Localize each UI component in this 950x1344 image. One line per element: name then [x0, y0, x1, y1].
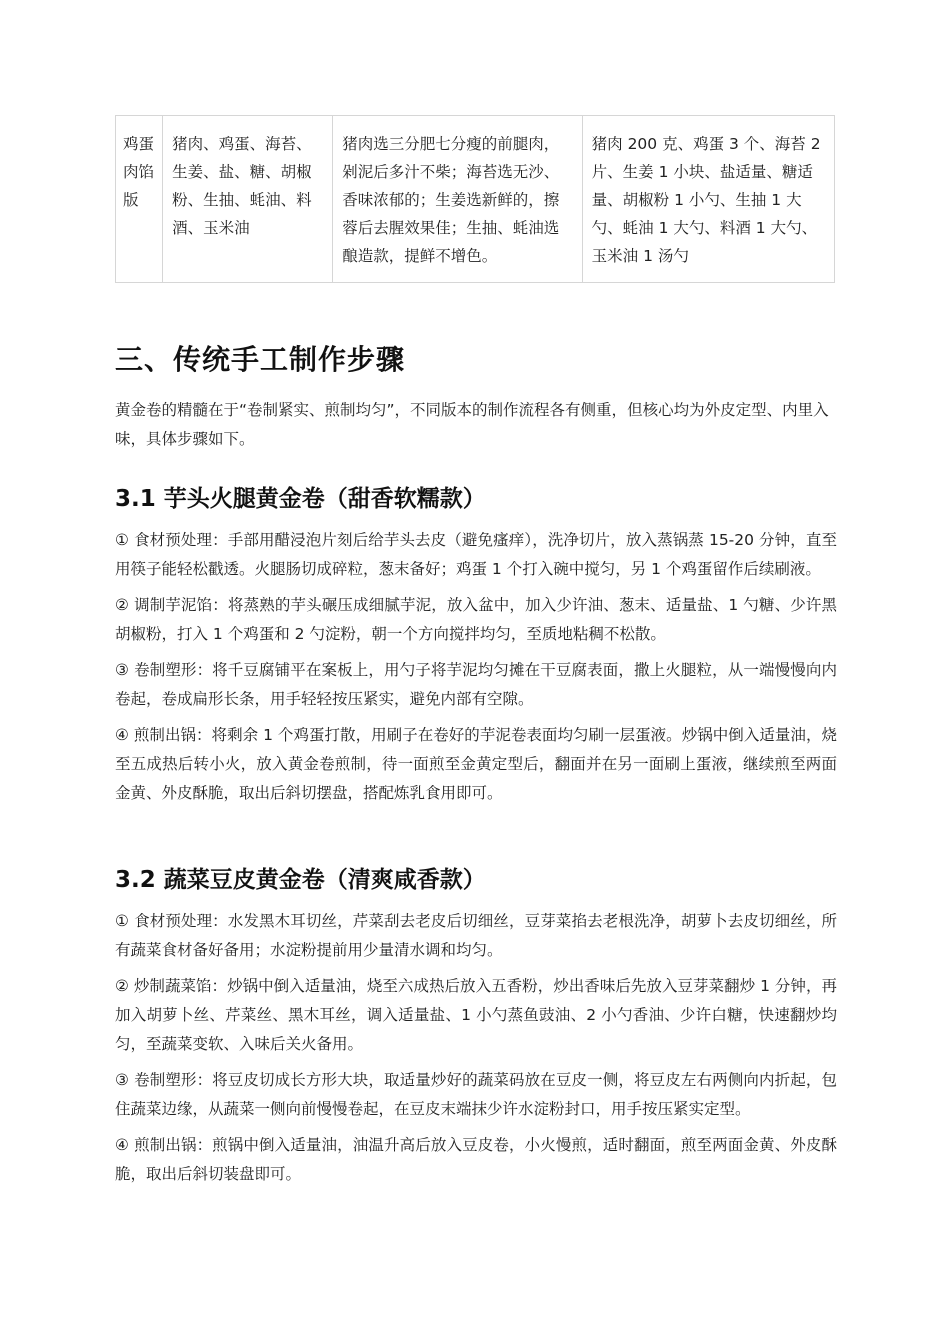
table-cell-tips: 猪肉选三分肥七分瘦的前腿肉，剁泥后多汁不柴；海苔选无沙、香味浓郁的；生姜选新鲜的，擦蓉后去腥效果佳；生抽、蚝油选酿造款，提鲜不增色。: [333, 116, 582, 283]
step-item: ④ 煎制出锅：将剩余 1 个鸡蛋打散，用刷子在卷好的芋泥卷表面均匀刷一层蛋液。炒锅中倒入适量油，烧至五成热后转小火，放入黄金卷煎制，待一面煎至金黄定型后，翻面并在另一面刷上蛋液，继续煎至两面金黄、外皮酥脆，取出后斜切摆盘，搭配炼乳食用即可。: [115, 726, 837, 802]
version-name: 鸡蛋肉馅版: [123, 135, 155, 209]
subsection-title-3-2: 3.2 蔬菜豆皮黄金卷（清爽咸香款）: [115, 867, 486, 893]
step-item: ③ 卷制塑形：将千豆腐铺平在案板上，用勺子将芋泥均匀摊在干豆腐表面，撒上火腿粒，从一端慢慢向内卷起，卷成扁形长条，用手轻轻按压紧实，避免内部有空隙。: [115, 661, 837, 708]
ingredients-table: [115, 115, 835, 283]
step-item: ③ 卷制塑形：将豆皮切成长方形大块，取适量炒好的蔬菜码放在豆皮一侧，将豆皮左右两侧向内折起，包住蔬菜边缘，从蔬菜一侧向前慢慢卷起，在豆皮末端抹少许水淀粉封口，用手按压紧实定型。: [115, 1071, 837, 1118]
step-item: ① 食材预处理：水发黑木耳切丝，芹菜刮去老皮后切细丝，豆芽菜掐去老根洗净，胡萝卜去皮切细丝，所有蔬菜食材备好备用；水淀粉提前用少量清水调和均匀。: [115, 912, 837, 959]
table-cell-version-name: [116, 116, 163, 283]
table-row: [116, 116, 835, 283]
section-title: 三、传统手工制作步骤: [115, 343, 406, 376]
steps-3-1: [115, 526, 837, 815]
section-intro: 黄金卷的精髓在于“卷制紧实、煎制均匀”，不同版本的制作流程各有侧重，但核心均为外皮定型、内里入味，具体步骤如下。: [115, 401, 829, 448]
steps-3-2: [115, 907, 837, 1196]
step-item: ④ 煎制出锅：煎锅中倒入适量油，油温升高后放入豆皮卷，小火慢煎，适时翻面，煎至两面金黄、外皮酥脆，取出后斜切装盘即可。: [115, 1136, 837, 1183]
table-cell-ingredients: 猪肉、鸡蛋、海苔、生姜、盐、糖、胡椒粉、生抽、蚝油、料酒、玉米油: [163, 116, 333, 283]
subsection-title-3-1: 3.1 芋头火腿黄金卷（甜香软糯款）: [115, 486, 486, 512]
step-item: ② 炒制蔬菜馅：炒锅中倒入适量油，烧至六成热后放入五香粉，炒出香味后先放入豆芽菜翻炒 1 分钟，再加入胡萝卜丝、芹菜丝、黑木耳丝，调入适量盐、1 小勺蒸鱼豉油、2 小勺香油、少许白糖，快速翻炒均匀，至蔬菜变软、入味后关火备用。: [115, 977, 837, 1053]
step-item: ② 调制芋泥馅：将蒸熟的芋头碾压成细腻芋泥，放入盆中，加入少许油、葱末、适量盐、1 勺糖、少许黑胡椒粉，打入 1 个鸡蛋和 2 勺淀粉，朝一个方向搅拌均匀，至质地粘稠不松散。: [115, 596, 837, 643]
step-item: ① 食材预处理：手部用醋浸泡片刻后给芋头去皮（避免瘙痒），洗净切片，放入蒸锅蒸 15-20 分钟，直至用筷子能轻松戳透。火腿肠切成碎粒，葱末备好；鸡蛋 1 个打入碗中搅匀，另 1 个鸡蛋留作后续刷液。: [115, 531, 837, 578]
table-cell-amounts: 猪肉 200 克、鸡蛋 3 个、海苔 2 片、生姜 1 小块、盐适量、糖适量、胡椒粉 1 小勺、生抽 1 大勺、蚝油 1 大勺、料酒 1 大勺、玉米油 1 汤勺: [582, 116, 834, 283]
